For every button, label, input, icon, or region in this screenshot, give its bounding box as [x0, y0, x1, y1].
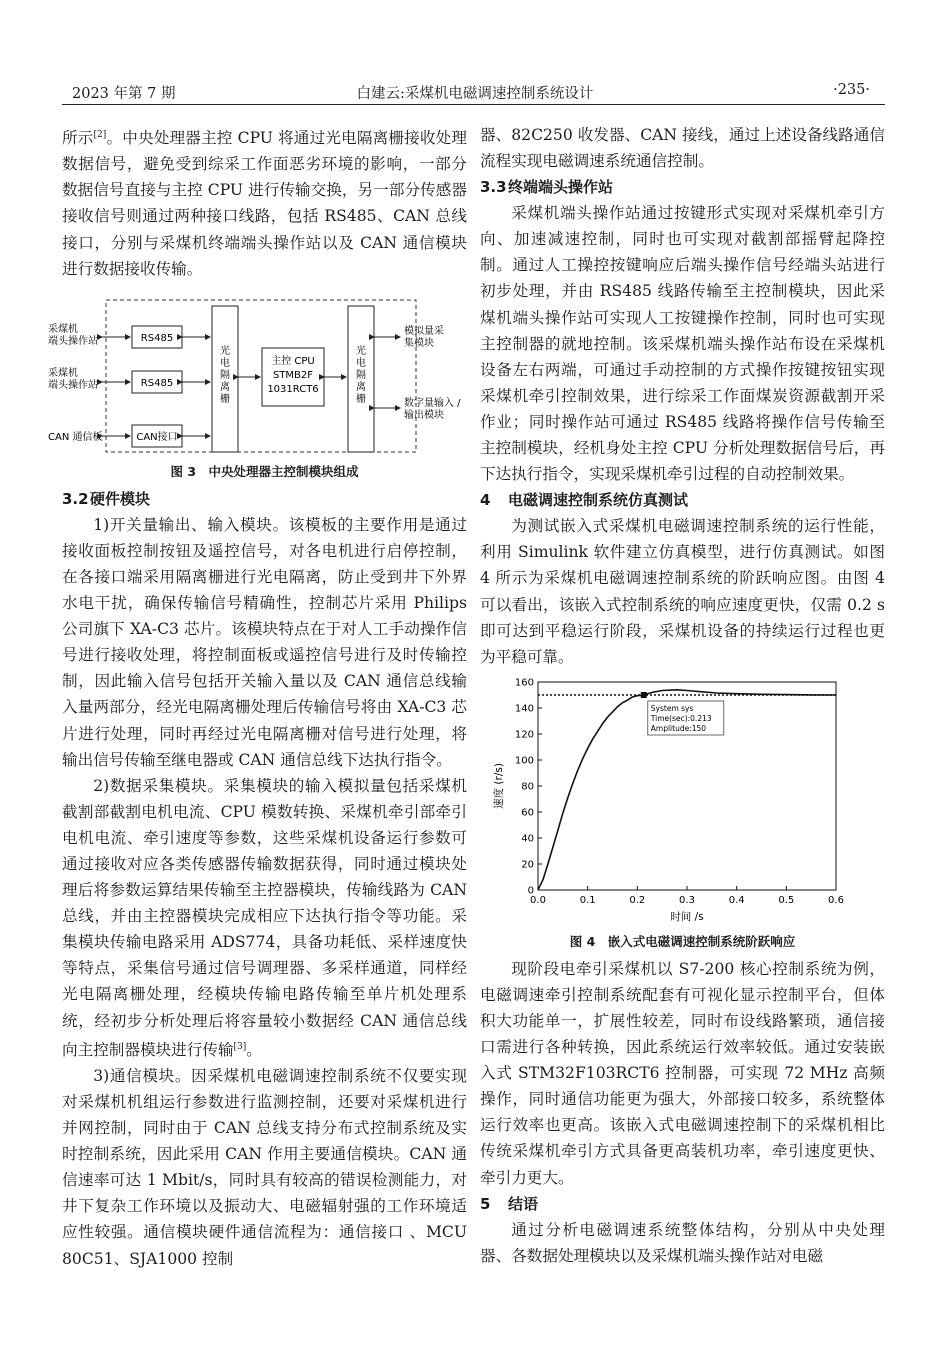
x-tick-label: 0.3: [679, 894, 695, 906]
output-label-1-line1: 模拟量采: [404, 325, 444, 337]
y-tick-label: 20: [521, 859, 534, 871]
x-tick-label: 0.6: [828, 894, 844, 906]
svg-text:离: 离: [356, 381, 366, 393]
step-response-chart: [480, 676, 885, 930]
block-diagram: [48, 292, 467, 458]
header-rule: [62, 104, 885, 105]
x-tick-label: 0.2: [629, 894, 646, 906]
input-label-3: CAN 通信板: [48, 431, 103, 443]
cpu-line3: 1031RCT6: [267, 383, 319, 395]
page-number: ·235·: [833, 82, 870, 98]
svg-text:光: 光: [220, 345, 230, 357]
input-label-1-line2: 端头操作站: [48, 335, 98, 347]
y-tick-label: 140: [514, 703, 534, 715]
paragraph-operator-station: 采煤机端头操作站通过按键形式实现对采煤机牵引方向、加速减速控制，同时也可实现对截割部摇臂起降控制。通过人工操控按键响应后端头操作信号经端头站进行初步处理，并由 RS485 线路传输至主控制模块，因此采煤机端头操作站可实现人工按键操作控制，同时也可实现主控制器的就地控制。该采煤机端头操作站布设在采煤机设备左右两端，可通过手动控制的方式操作按键按钮实现采煤机牵引控制效果，进行综采工作面煤炭资源截割开采作业；同时操作站可通过 RS485 线路将操作信号传输至主控制模块，经机身处主控 CPU 分析处理数据信号后，再下达执行指令，实现采煤机牵引过程的自动控制效果。: [480, 204, 885, 484]
section-3-3-heading: 3.3终端端头操作站: [480, 178, 614, 197]
input-label-1-line1: 采煤机: [48, 323, 78, 335]
x-tick-label: 0.0: [530, 894, 546, 906]
running-title: 白建云:采煤机电磁调速控制系统设计: [356, 86, 594, 102]
paragraph-data-acquisition: 2)数据采集模块。采集模块的输入模拟量包括采煤机截割部截割电机电流、CPU 模数转换、采煤机牵引部牵引电机电流、牵引速度等参数，这些采煤机设备运行参数可通过接收对应各类传感器传输数据获得，同时通过模块处理后将参数运算结果传输至主控器模块，传输线路为 CAN 总线，并由主控器模块完成相应下达执行指令等功能。采集模块传输电路采用 ADS774，具备功耗低、采样速度快等特点，采集信号通过信号调理器、多采样通道，同样经光电隔离栅处理，经模块传输电路传输至单片机处理系统，经初步分析处理后将容量较小数据经 CAN 通信总线向主控制器模块进行传输[3]。: [62, 776, 467, 1059]
section-3-2-heading: 3.2硬件模块: [62, 489, 151, 508]
y-tick-label: 0: [527, 885, 534, 897]
svg-text:隔: 隔: [220, 369, 230, 381]
figure-3-caption: 图 3 中央处理器主控制模块组成: [170, 463, 359, 479]
svg-text:光: 光: [356, 345, 366, 357]
x-axis-label: 时间 /s: [670, 910, 704, 923]
cpu-line1: 主控 CPU: [271, 355, 315, 367]
intro-paragraph: 所示[2]。中央处理器主控 CPU 将通过光电隔离栅接收处理数据信号，避免受到综采工作面恶劣环境的影响，一部分数据信号直接与主控 CPU 进行传输交换，另一部分传感器接收信号则通过两种接口线路，包括 RS485、CAN 总线接口，分别与采煤机终端端头操作站以及 CAN 通信模块进行数据接收传输。: [62, 129, 467, 278]
figure-3: [48, 292, 467, 458]
svg-text:离: 离: [220, 381, 230, 393]
right-column: [480, 122, 885, 1269]
paragraph-communication: 3)通信模块。因采煤机电磁调速控制系统不仅要实现对采煤机机组运行参数进行监测控制，还要对采煤机进行并网控制，同时由于 CAN 总线支持分布式控制系统及实时控制系统，因此采用 CAN 作用主要通信模块。CAN 通信速率可达 1 Mbit/s，同时具有较高的错误检测能力，对井下复杂工作环境以及振动大、电磁辐射强的工作环境适应性较强。通信模块硬件通信流程为：通信接口 、MCU 80C51、SJA1000 控制: [62, 1066, 467, 1268]
svg-text:电: 电: [356, 357, 366, 369]
journal-issue: 2023 年第 7 期: [72, 86, 176, 102]
y-tick-label: 120: [514, 729, 534, 741]
left-column: [48, 122, 467, 1272]
y-tick-label: 40: [521, 833, 534, 845]
datatip-line: Time(sec):0.213: [650, 713, 712, 723]
citation-ref[interactable]: [2]: [93, 130, 107, 140]
paragraph-comparison: 现阶段电牵引采煤机以 S7-200 核心控制系统为例，电磁调速牵引控制系统配套有可视化显示控制平台，但体积大功能单一，扩展性较差，同时布设线路繁琐，通信接口需进行各种转换，因此系统运行效率较低。通过安装嵌入式 STM32F103RCT6 控制器，可实现 72 MHz 高频操作，同时通信功能更为强大，外部接口较多，系统整体运行效率也更高。该嵌入式电磁调速控制下的采煤机相比传统采煤机牵引方式具备更高装机功率，牵引速度更快、牵引力更大。: [480, 959, 885, 1187]
y-tick-label: 80: [521, 781, 534, 793]
paragraph-simulation: 为测试嵌入式采煤机电磁调速控制系统的运行性能，利用 Simulink 软件建立仿真模型，进行仿真测试。如图 4 所示为采煤机电磁调速控制系统的阶跃响应图。由图 4 可以看出，该嵌入式控制系统的响应速度更快，仅需 0.2 s 即可达到平稳运行阶段，采煤机设备的持续运行过程也更为平稳可靠。: [480, 517, 885, 666]
paragraph-switch-module: 1)开关量输出、输入模块。该模板的主要作用是通过接收面板控制按钮及遥控信号，对各电机进行启停控制，在各接口端采用隔离栅进行光电隔离，防止受到井下外界水电干扰，确保传输信号精确性，控制芯片采用 Philips 公司旗下 XA-C3 芯片。该模块特点在于对人工手动操作信号进行接收处理，将控制面板或遥控信号进行及时传输控制，因此输入信号包括开关输入量以及 CAN 通信总线输入量两部分，经光电隔离栅处理后传输信号将由 XA-C3 芯片进行处理，同时再经过光电隔离栅对信号进行处理，将输出信号传输至继电器或 CAN 通信总线下达执行指令。: [62, 515, 467, 769]
figure-4: [480, 676, 885, 930]
x-tick-label: 0.1: [579, 894, 596, 906]
datatip-line: System sys: [650, 703, 694, 713]
cpu-line2: STMB2F: [272, 369, 314, 381]
output-label-2-line1: 数字量输入 /: [404, 397, 461, 409]
paragraph-conclusion: 通过分析电磁调速系统整体结构，分别从中央处理器、各数据处理模块以及采煤机端头操作站对电磁: [480, 1220, 885, 1265]
y-tick-label: 60: [521, 807, 534, 819]
figure-4-caption: 图 4 嵌入式电磁调速控制系统阶跃响应: [569, 933, 796, 949]
data-cursor-marker: [641, 692, 647, 698]
y-tick-label: 100: [514, 755, 534, 767]
svg-text:栅: 栅: [220, 393, 230, 405]
input-label-2-line2: 端头操作站: [48, 379, 98, 391]
can-interface-label: CAN接口: [136, 431, 178, 443]
output-label-2-line2: 输出模块: [404, 409, 444, 421]
y-axis-label: 速度 (r/s): [493, 762, 505, 809]
rs485-label-b: RS485: [140, 377, 174, 389]
y-tick-label: 160: [514, 677, 534, 689]
citation-ref[interactable]: [3]: [233, 1041, 247, 1052]
rs485-label-a: RS485: [140, 332, 174, 344]
section-5-heading: 5 结语: [480, 1194, 539, 1213]
output-label-1-line2: 集模块: [404, 337, 434, 349]
section-4-heading: 4 电磁调速控制系统仿真测试: [480, 491, 689, 510]
input-label-2-line1: 采煤机: [48, 367, 78, 379]
datatip-line: Amplitude:150: [650, 723, 707, 733]
svg-text:栅: 栅: [356, 393, 366, 405]
paragraph-continued: 器、82C250 收发器、CAN 接线，通过上述设备线路通信流程实现电磁调速系统通信控制。: [480, 126, 885, 171]
x-tick-label: 0.4: [728, 894, 745, 906]
svg-text:电: 电: [220, 357, 230, 369]
svg-text:隔: 隔: [356, 369, 366, 381]
x-tick-label: 0.5: [778, 894, 795, 906]
